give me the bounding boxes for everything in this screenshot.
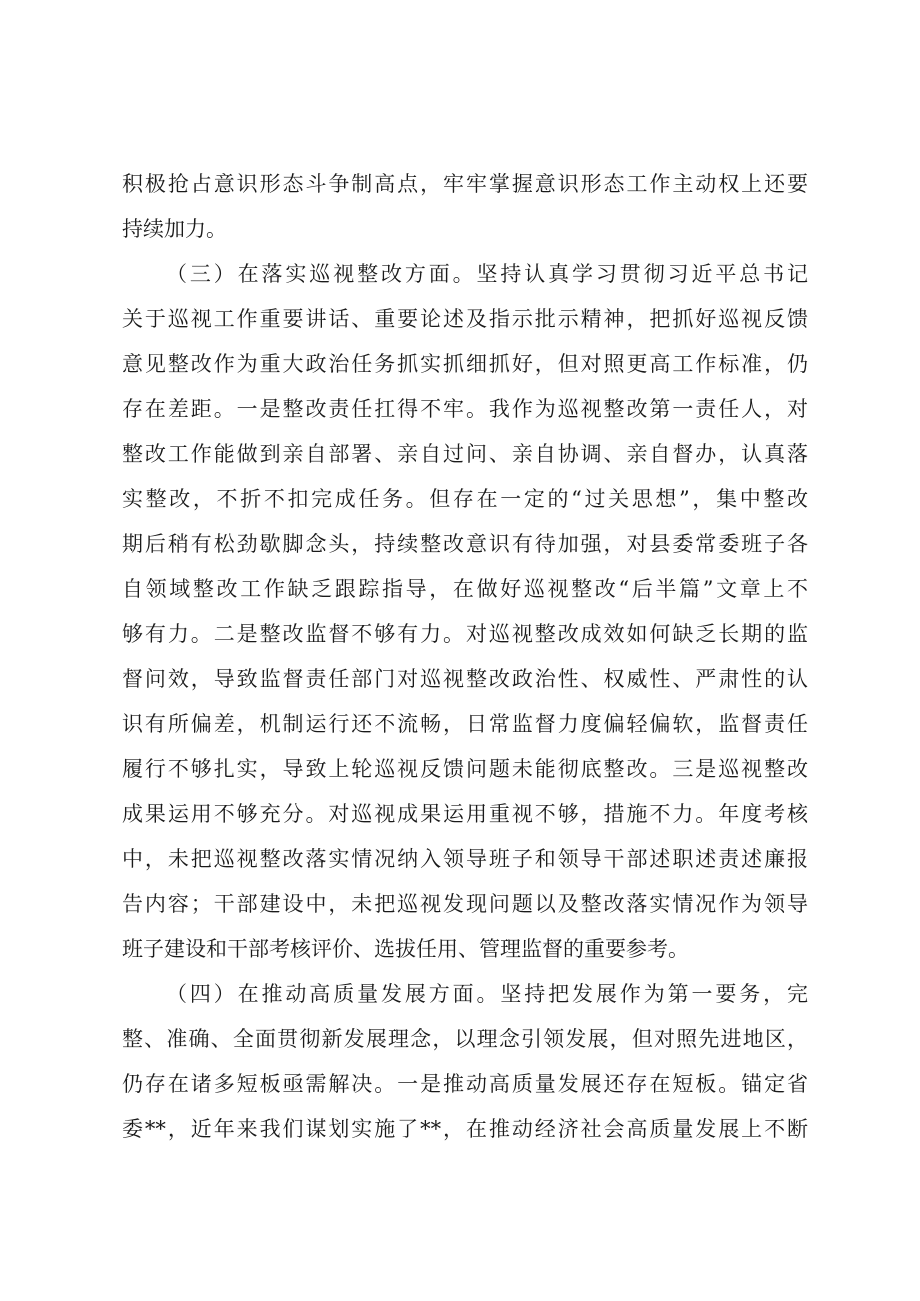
- text-line: [0, 254, 920, 294]
- line-text: 意见整改作为重大政治任务抓实抓细抓好，但对照更高工作标准，仍: [122, 352, 808, 376]
- line-text: 仍存在诸多短板亟需解决。一是推动高质量发展还存在短板。锚定省: [122, 1072, 808, 1096]
- line-text: 积极抢占意识形态斗争制高点，牢牢掌握意识形态工作主动权上还要: [122, 172, 808, 196]
- line-text: 存在差距。一是整改责任扛得不牢。我作为巡视整改第一责任人，对: [122, 397, 808, 421]
- text-line: [0, 659, 920, 699]
- text-line: [0, 434, 920, 474]
- text-line: [0, 344, 920, 384]
- text-line: [0, 164, 920, 204]
- text-line: [0, 209, 920, 249]
- line-text: 班子建设和干部考核评价、选拔任用、管理监督的重要参考。: [122, 937, 689, 961]
- text-line: [0, 299, 920, 339]
- line-text: 整改工作能做到亲自部署、亲自过问、亲自协调、亲自督办，认真落: [122, 442, 808, 466]
- line-text: 整、准确、全面贯彻新发展理念，以理念引领发展，但对照先进地区，: [122, 1027, 808, 1051]
- line-text: （四）在推动高质量发展方面。坚持把发展作为第一要务，完: [166, 982, 808, 1006]
- line-text: 够有力。二是整改监督不够有力。对巡视整改成效如何缺乏长期的监: [122, 622, 808, 646]
- text-line: [0, 704, 920, 744]
- line-text: 中，未把巡视整改落实情况纳入领导班子和领导干部述职述责述廉报: [122, 847, 808, 871]
- text-line: [0, 929, 920, 969]
- line-text: 履行不够扎实，导致上轮巡视反馈问题未能彻底整改。三是巡视整改: [122, 757, 808, 781]
- line-text: 实整改，不折不扣完成任务。但存在一定的“过关思想”，集中整改: [122, 487, 808, 511]
- text-line: [0, 1064, 920, 1104]
- text-line: [0, 1109, 920, 1149]
- text-line: [0, 614, 920, 654]
- line-text: 持续加力。: [122, 217, 227, 241]
- text-line: [0, 569, 920, 609]
- line-text: 告内容；干部建设中，未把巡视发现问题以及整改落实情况作为领导: [122, 892, 808, 916]
- line-text: 关于巡视工作重要讲话、重要论述及指示批示精神，把抓好巡视反馈: [122, 307, 808, 331]
- line-text: 识有所偏差，机制运行还不流畅，日常监督力度偏轻偏软，监督责任: [122, 712, 808, 736]
- text-line: [0, 974, 920, 1014]
- line-text: （三）在落实巡视整改方面。坚持认真学习贯彻习近平总书记: [166, 262, 808, 286]
- text-line: [0, 389, 920, 429]
- line-text: 督问效，导致监督责任部门对巡视整改政治性、权威性、严肃性的认: [122, 667, 808, 691]
- text-line: [0, 794, 920, 834]
- text-line: [0, 524, 920, 564]
- line-text: 成果运用不够充分。对巡视成果运用重视不够，措施不力。年度考核: [122, 802, 808, 826]
- line-text: 自领域整改工作缺乏跟踪指导，在做好巡视整改“后半篇”文章上不: [122, 577, 808, 601]
- line-text: 期后稍有松劲歇脚念头，持续整改意识有待加强，对县委常委班子各: [122, 532, 808, 556]
- text-line: [0, 884, 920, 924]
- text-line: [0, 479, 920, 519]
- text-line: [0, 749, 920, 789]
- line-text: 委**，近年来我们谋划实施了**，在推动经济社会高质量发展上不断: [122, 1117, 808, 1141]
- text-line: [0, 1019, 920, 1059]
- text-line: [0, 839, 920, 879]
